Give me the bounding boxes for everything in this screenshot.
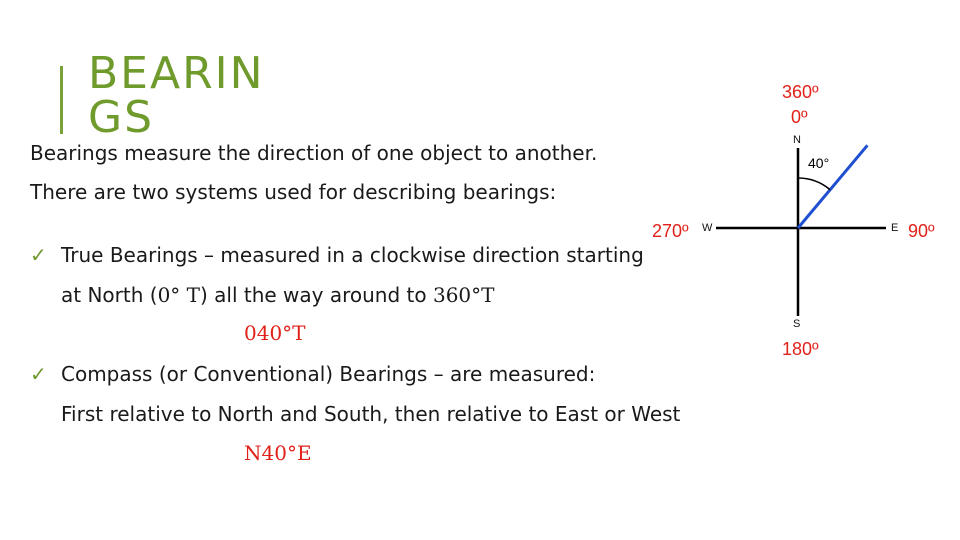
angle-arc [798, 178, 830, 190]
label-0: 0º [791, 107, 808, 127]
compass-letter-e: E [891, 222, 899, 234]
compass-letter-n: N [793, 134, 801, 146]
true-bearings-line-1: True Bearings – measured in a clockwise direction starting [61, 243, 644, 267]
label-270: 270º [652, 221, 689, 241]
angle-label: 40° [808, 155, 830, 171]
true-bearing-example: 040°T [244, 321, 306, 345]
label-360: 360º [782, 82, 819, 102]
compass-letter-s: S [793, 318, 801, 330]
true-bearings-suffix: ) all the way around to [199, 283, 433, 307]
true-bearings-end: 360°T [432, 283, 495, 307]
slide-title: BEARINGS [88, 48, 265, 143]
label-90: 90º [908, 221, 935, 241]
intro-line-1: Bearings measure the direction of one object to another. [30, 141, 598, 165]
checkmark-icon: ✓ [30, 362, 47, 386]
checkmark-icon: ✓ [30, 243, 47, 267]
compass-bearing-example: N40°E [244, 441, 312, 465]
compass-letter-w: W [702, 222, 713, 234]
compass-bearings-line-1: Compass (or Conventional) Bearings – are measured: [61, 362, 596, 386]
true-bearings-zero: 0° T [157, 283, 200, 307]
intro-line-2: There are two systems used for describing bearings: [30, 180, 557, 204]
label-180: 180º [782, 339, 819, 359]
compass-bearings-line-2: First relative to North and South, then relative to East or West [61, 402, 681, 426]
true-bearings-prefix: at North ( [61, 283, 158, 307]
